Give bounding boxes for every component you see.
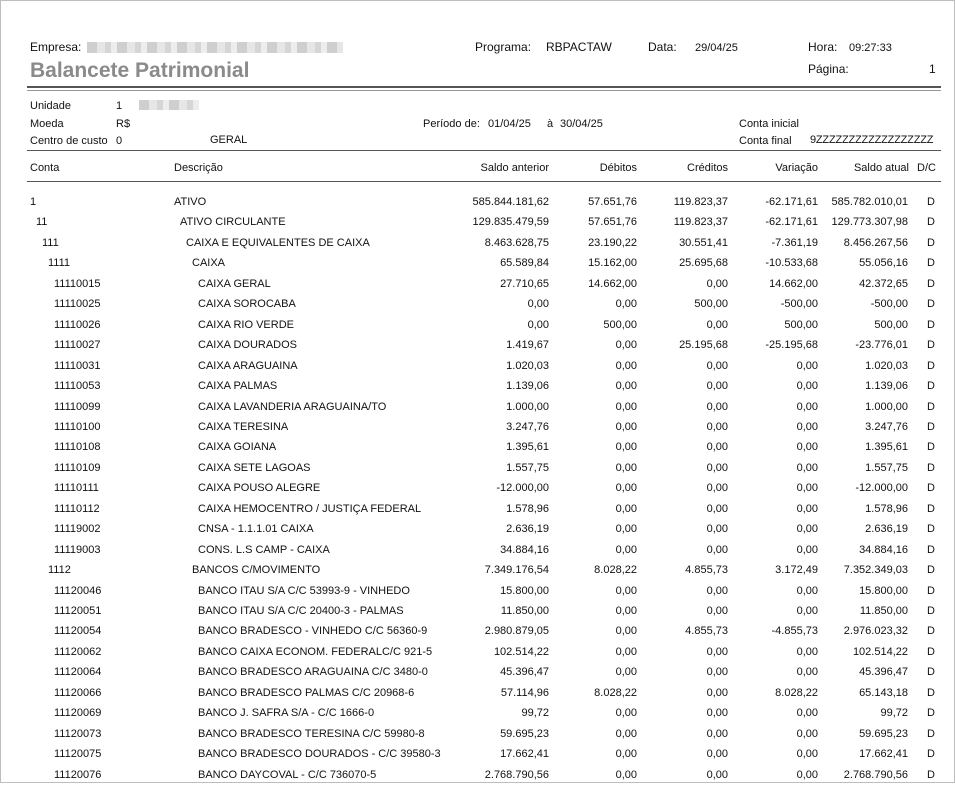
- row-saldo-atual: 1.578,96: [865, 502, 908, 515]
- row-conta: 11110031: [54, 359, 101, 372]
- row-descricao: BANCO BRADESCO TERESINA C/C 59980-8: [198, 727, 425, 740]
- row-descricao: CAIXA ARAGUAINA: [198, 359, 298, 372]
- row-saldo-anterior: 99,72: [521, 707, 549, 720]
- row-saldo-atual: 45.396,47: [859, 666, 908, 679]
- row-dc: D: [927, 584, 935, 597]
- table-row: [1, 458, 954, 478]
- table-row: [1, 376, 954, 396]
- conta-inicial-label: Conta inicial: [739, 118, 799, 130]
- row-debitos: 0,00: [615, 380, 637, 393]
- table-row: [1, 478, 954, 498]
- row-saldo-atual: 7.352.349,03: [843, 564, 908, 577]
- row-descricao: CAIXA PALMAS: [198, 380, 278, 393]
- table-row: [1, 581, 954, 601]
- row-variacao: 14.662,00: [769, 277, 818, 290]
- row-dc: D: [927, 359, 935, 372]
- row-dc: D: [927, 543, 935, 556]
- row-dc: D: [927, 236, 935, 249]
- conta-final-label: Conta final: [739, 135, 792, 147]
- row-variacao: 500,00: [784, 318, 818, 331]
- row-descricao: BANCO BRADESCO ARAGUAINA C/C 3480-0: [198, 666, 428, 679]
- hora-value: 09:27:33: [849, 42, 892, 54]
- row-saldo-atual: 59.695,23: [859, 727, 908, 740]
- row-saldo-anterior: 3.247,76: [506, 420, 549, 433]
- col-saldo-anterior: Saldo anterior: [480, 162, 549, 174]
- row-descricao: BANCO J. SAFRA S/A - C/C 1666-0: [198, 707, 375, 720]
- row-dc: D: [927, 339, 935, 352]
- row-debitos: 0,00: [615, 768, 637, 781]
- row-debitos: 0,00: [615, 666, 637, 679]
- row-creditos: 0,00: [706, 502, 728, 515]
- row-conta: 1112: [48, 564, 71, 577]
- row-conta: 111: [42, 236, 59, 249]
- row-conta: 11120064: [54, 666, 102, 679]
- row-debitos: 0,00: [615, 400, 637, 413]
- table-row: [1, 744, 954, 764]
- table-row: [1, 192, 954, 212]
- pagina-value: 1: [929, 62, 936, 76]
- row-dc: D: [927, 707, 935, 720]
- row-saldo-anterior: 1.395,61: [506, 441, 549, 454]
- row-saldo-atual: 65.143,18: [859, 686, 908, 699]
- row-debitos: 0,00: [615, 441, 637, 454]
- row-saldo-atual: 34.884,16: [859, 543, 908, 556]
- row-creditos: 0,00: [706, 359, 728, 372]
- row-variacao: 0,00: [796, 502, 818, 515]
- table-row: [1, 601, 954, 621]
- row-variacao: 0,00: [796, 523, 818, 536]
- row-creditos: 0,00: [706, 441, 728, 454]
- row-saldo-anterior: 11.850,00: [500, 605, 549, 617]
- table-row: [1, 765, 954, 785]
- row-conta: 11110053: [54, 380, 101, 393]
- table-row: [1, 560, 954, 580]
- row-descricao: CONS. L.S CAMP - CAIXA: [198, 543, 330, 556]
- row-dc: D: [927, 196, 935, 208]
- row-variacao: 0,00: [796, 605, 818, 617]
- row-creditos: 0,00: [706, 543, 728, 556]
- row-conta: 11110109: [54, 461, 101, 474]
- moeda-label: Moeda: [30, 118, 64, 130]
- row-descricao: CAIXA GOIANA: [198, 441, 277, 454]
- row-creditos: 25.695,68: [679, 257, 728, 270]
- table-row: [1, 642, 954, 662]
- row-saldo-atual: 17.662,41: [859, 748, 908, 761]
- row-conta: 11: [36, 216, 48, 229]
- table-row: [1, 397, 954, 417]
- col-descricao: Descrição: [174, 162, 223, 174]
- row-saldo-anterior: 0,00: [527, 318, 549, 331]
- row-saldo-anterior: 7.349.176,54: [484, 564, 549, 577]
- row-descricao: BANCOS C/MOVIMENTO: [192, 564, 321, 577]
- row-descricao: CAIXA: [192, 257, 226, 270]
- row-saldo-anterior: 27.710,65: [500, 277, 549, 290]
- row-descricao: CAIXA SETE LAGOAS: [198, 461, 311, 474]
- col-debitos: Débitos: [599, 162, 637, 174]
- row-debitos: 0,00: [615, 707, 637, 720]
- row-creditos: 0,00: [706, 686, 728, 699]
- row-dc: D: [927, 441, 935, 454]
- row-conta: 11110026: [54, 318, 101, 331]
- col-saldo-atual: Saldo atual: [853, 162, 909, 174]
- row-dc: D: [927, 298, 935, 311]
- row-debitos: 0,00: [615, 420, 637, 433]
- row-saldo-atual: -500,00: [870, 298, 908, 311]
- row-variacao: -62.171,61: [765, 216, 818, 229]
- row-conta: 11119002: [54, 523, 101, 536]
- row-variacao: 0,00: [796, 666, 818, 679]
- row-debitos: 0,00: [615, 298, 637, 311]
- row-descricao: CAIXA TERESINA: [198, 420, 289, 433]
- row-conta: 11120069: [54, 707, 102, 720]
- row-saldo-anterior: 2.980.879,05: [484, 625, 549, 638]
- row-variacao: -25.195,68: [765, 339, 818, 352]
- row-saldo-anterior: 1.578,96: [506, 502, 549, 515]
- row-saldo-anterior: 15.800,00: [500, 584, 549, 597]
- row-dc: D: [927, 727, 935, 740]
- row-dc: D: [927, 400, 935, 413]
- row-conta: 11110111: [54, 482, 99, 495]
- row-conta: 11110099: [54, 400, 101, 413]
- row-conta: 1111: [48, 257, 71, 270]
- row-descricao: CAIXA POUSO ALEGRE: [198, 482, 321, 495]
- row-variacao: -500,00: [780, 298, 818, 311]
- row-dc: D: [927, 605, 935, 617]
- table-row: [1, 417, 954, 437]
- row-descricao: BANCO BRADESCO DOURADOS - C/C 39580-3: [198, 748, 441, 761]
- row-saldo-anterior: 129.835.479,59: [472, 216, 549, 229]
- row-saldo-anterior: -12.000,00: [496, 482, 549, 495]
- row-creditos: 0,00: [706, 605, 728, 617]
- row-conta: 11120054: [54, 625, 102, 638]
- row-saldo-atual: 1.557,75: [865, 461, 908, 474]
- row-debitos: 500,00: [603, 318, 637, 331]
- row-variacao: 0,00: [796, 482, 818, 495]
- programa-value: RBPACTAW: [546, 40, 612, 54]
- row-variacao: -7.361,19: [771, 236, 818, 249]
- row-debitos: 14.662,00: [588, 277, 637, 290]
- row-creditos: 119.823,37: [673, 196, 728, 208]
- row-variacao: 0,00: [796, 543, 818, 556]
- row-creditos: 0,00: [706, 318, 728, 331]
- row-conta: 11120073: [54, 727, 102, 740]
- row-saldo-anterior: 1.000,00: [506, 400, 549, 413]
- row-saldo-anterior: 17.662,41: [500, 748, 549, 761]
- row-saldo-atual: 55.056,16: [859, 257, 908, 270]
- row-descricao: BANCO ITAU S/A C/C 53993-9 - VINHEDO: [198, 584, 410, 597]
- table-row: [1, 233, 954, 253]
- row-dc: D: [927, 564, 935, 577]
- row-saldo-atual: 102.514,22: [852, 645, 908, 658]
- row-creditos: 0,00: [706, 523, 728, 536]
- row-debitos: 0,00: [615, 461, 637, 474]
- row-conta: 11110025: [54, 298, 101, 311]
- row-descricao: CNSA - 1.1.1.01 CAIXA: [198, 523, 314, 536]
- row-creditos: 0,00: [706, 482, 728, 495]
- row-variacao: 0,00: [796, 441, 818, 454]
- row-dc: D: [927, 482, 935, 495]
- row-descricao: BANCO BRADESCO - VINHEDO C/C 56360-9: [198, 625, 428, 638]
- row-conta: 11120066: [54, 686, 102, 699]
- data-value: 29/04/25: [695, 42, 738, 54]
- col-variacao: Variação: [775, 162, 818, 174]
- table-row: [1, 356, 954, 376]
- row-saldo-anterior: 0,00: [527, 298, 549, 311]
- row-creditos: 4.855,73: [685, 564, 728, 577]
- row-debitos: 0,00: [615, 748, 637, 761]
- periodo-label: Período de:: [423, 118, 480, 130]
- row-debitos: 0,00: [615, 605, 637, 617]
- row-saldo-atual: 1.395,61: [865, 441, 908, 454]
- row-conta: 11120075: [54, 748, 102, 761]
- row-debitos: 15.162,00: [588, 257, 637, 270]
- row-conta: 11110015: [54, 277, 101, 290]
- row-saldo-anterior: 2.636,19: [506, 523, 549, 536]
- hora-label: Hora:: [808, 40, 838, 54]
- row-variacao: 0,00: [796, 380, 818, 393]
- row-variacao: 0,00: [796, 584, 818, 597]
- row-saldo-atual: -23.776,01: [855, 339, 908, 352]
- row-variacao: 0,00: [796, 400, 818, 413]
- columns-rule: [27, 181, 941, 182]
- row-variacao: 0,00: [796, 359, 818, 372]
- table-row: [1, 253, 954, 273]
- empresa-label: Empresa:: [30, 40, 82, 54]
- row-saldo-atual: 42.372,65: [859, 277, 908, 290]
- row-descricao: CAIXA HEMOCENTRO / JUSTIÇA FEDERAL: [198, 502, 422, 515]
- row-debitos: 23.190,22: [588, 236, 637, 249]
- row-variacao: 0,00: [796, 420, 818, 433]
- row-saldo-atual: 129.773.307,98: [831, 216, 908, 229]
- moeda-value: R$: [116, 118, 131, 130]
- row-creditos: 0,00: [706, 380, 728, 393]
- header-rule: [27, 86, 941, 88]
- row-saldo-anterior: 1.139,06: [506, 380, 549, 393]
- row-descricao: CAIXA SOROCABA: [198, 298, 296, 311]
- row-saldo-atual: 8.456.267,56: [843, 236, 908, 249]
- row-dc: D: [927, 277, 935, 290]
- row-saldo-atual: 1.000,00: [865, 400, 908, 413]
- table-row: [1, 499, 954, 519]
- row-dc: D: [927, 216, 935, 229]
- row-conta: 11110108: [54, 441, 101, 454]
- row-descricao: CAIXA LAVANDERIA ARAGUAINA/TO: [198, 400, 387, 413]
- centro-label: Centro de custo: [30, 135, 108, 147]
- row-conta: 1: [30, 196, 37, 208]
- table-row: [1, 212, 954, 232]
- row-descricao: ATIVO: [174, 196, 207, 208]
- row-conta: 11120062: [54, 645, 102, 658]
- row-variacao: -10.533,68: [765, 257, 818, 270]
- row-saldo-atual: 500,00: [874, 318, 908, 331]
- row-conta: 11110100: [54, 420, 101, 433]
- row-dc: D: [927, 748, 935, 761]
- row-descricao: BANCO DAYCOVAL - C/C 736070-5: [198, 768, 377, 781]
- row-debitos: 0,00: [615, 359, 637, 372]
- row-saldo-atual: 15.800,00: [859, 584, 908, 597]
- row-saldo-atual: 2.976.023,32: [843, 625, 908, 638]
- table-row: [1, 274, 954, 294]
- row-conta: 11120051: [54, 605, 102, 617]
- row-saldo-atual: 11.850,00: [859, 605, 908, 617]
- row-variacao: 8.028,22: [775, 686, 818, 699]
- periodo-from: 01/04/25: [488, 118, 531, 130]
- row-creditos: 0,00: [706, 277, 728, 290]
- row-saldo-anterior: 8.463.628,75: [484, 236, 549, 249]
- row-variacao: 3.172,49: [775, 564, 818, 577]
- periodo-to: 30/04/25: [560, 118, 603, 130]
- row-dc: D: [927, 625, 935, 638]
- row-variacao: 0,00: [796, 727, 818, 740]
- row-creditos: 25.195,68: [679, 339, 728, 352]
- table-row: [1, 683, 954, 703]
- table-row: [1, 621, 954, 641]
- row-saldo-anterior: 59.695,23: [500, 727, 549, 740]
- row-saldo-atual: 1.139,06: [865, 380, 908, 393]
- row-dc: D: [927, 420, 935, 433]
- row-saldo-anterior: 102.514,22: [493, 645, 549, 658]
- row-variacao: 0,00: [796, 645, 818, 658]
- table-row: [1, 703, 954, 723]
- row-debitos: 57.651,76: [588, 196, 637, 208]
- row-saldo-anterior: 585.844.181,62: [472, 196, 549, 208]
- row-creditos: 0,00: [706, 420, 728, 433]
- table-row: [1, 724, 954, 744]
- row-saldo-atual: 99,72: [880, 707, 908, 720]
- row-conta: 11120046: [54, 584, 102, 597]
- row-variacao: 0,00: [796, 707, 818, 720]
- row-saldo-anterior: 45.396,47: [500, 666, 549, 679]
- row-debitos: 0,00: [615, 482, 637, 495]
- row-creditos: 30.551,41: [679, 236, 728, 249]
- periodo-sep: à: [547, 118, 554, 130]
- row-descricao: ATIVO CIRCULANTE: [180, 216, 286, 229]
- unidade-value: 1: [116, 100, 123, 112]
- col-creditos: Créditos: [687, 162, 728, 174]
- row-debitos: 0,00: [615, 727, 637, 740]
- col-conta: Conta: [30, 162, 60, 174]
- table-row: [1, 315, 954, 335]
- row-saldo-anterior: 1.557,75: [506, 461, 549, 474]
- programa-label: Programa:: [475, 40, 532, 54]
- row-dc: D: [927, 523, 935, 536]
- row-debitos: 0,00: [615, 523, 637, 536]
- row-creditos: 0,00: [706, 707, 728, 720]
- row-creditos: 0,00: [706, 748, 728, 761]
- report-title: Balancete Patrimonial: [30, 59, 250, 82]
- row-debitos: 0,00: [615, 645, 637, 658]
- row-conta: 11110112: [54, 502, 100, 515]
- row-saldo-atual: 3.247,76: [865, 420, 908, 433]
- row-debitos: 0,00: [615, 543, 637, 556]
- row-dc: D: [927, 461, 935, 474]
- row-saldo-anterior: 65.589,84: [500, 257, 549, 270]
- row-dc: D: [927, 686, 935, 699]
- row-descricao: CAIXA E EQUIVALENTES DE CAIXA: [186, 236, 370, 249]
- row-debitos: 0,00: [615, 502, 637, 515]
- pagina-label: Página:: [808, 62, 849, 76]
- row-saldo-atual: 585.782.010,01: [831, 196, 908, 208]
- row-saldo-atual: -12.000,00: [855, 482, 908, 495]
- row-descricao: BANCO CAIXA ECONOM. FEDERALC/C 921-5: [198, 645, 433, 658]
- row-descricao: BANCO BRADESCO PALMAS C/C 20968-6: [198, 686, 415, 699]
- table-row: [1, 540, 954, 560]
- centro-value: 0: [116, 135, 123, 147]
- row-variacao: 0,00: [796, 748, 818, 761]
- header-rule-thin: [27, 90, 941, 91]
- row-variacao: 0,00: [796, 768, 818, 781]
- row-dc: D: [927, 666, 935, 679]
- row-conta: 11119003: [54, 543, 101, 556]
- row-descricao: BANCO ITAU S/A C/C 20400-3 - PALMAS: [198, 605, 404, 617]
- row-variacao: 0,00: [796, 461, 818, 474]
- row-variacao: -4.855,73: [771, 625, 818, 638]
- row-saldo-atual: 1.020,03: [865, 359, 908, 372]
- col-dc: D/C: [917, 162, 936, 174]
- unidade-redacted: [139, 100, 199, 110]
- table-row: [1, 437, 954, 457]
- row-dc: D: [927, 502, 935, 515]
- unidade-label: Unidade: [30, 100, 71, 112]
- filters-rule: [27, 150, 941, 151]
- row-variacao: -62.171,61: [765, 196, 818, 208]
- data-label: Data:: [648, 40, 677, 54]
- table-row: [1, 519, 954, 539]
- row-creditos: 0,00: [706, 666, 728, 679]
- centro-desc: GERAL: [210, 134, 248, 146]
- row-dc: D: [927, 380, 935, 393]
- row-debitos: 8.028,22: [594, 564, 637, 577]
- row-descricao: CAIXA GERAL: [198, 277, 271, 290]
- row-saldo-anterior: 2.768.790,56: [484, 768, 549, 781]
- row-saldo-atual: 2.636,19: [865, 523, 908, 536]
- row-descricao: CAIXA RIO VERDE: [198, 318, 294, 331]
- row-dc: D: [927, 257, 935, 270]
- row-dc: D: [927, 768, 935, 781]
- row-dc: D: [927, 318, 935, 331]
- empresa-redacted: [87, 42, 343, 53]
- row-creditos: 0,00: [706, 768, 728, 781]
- row-saldo-anterior: 57.114,96: [500, 686, 549, 699]
- table-row: [1, 662, 954, 682]
- row-creditos: 119.823,37: [673, 216, 728, 229]
- row-debitos: 0,00: [615, 625, 637, 638]
- row-creditos: 0,00: [706, 400, 728, 413]
- row-conta: 11110027: [54, 339, 101, 352]
- row-debitos: 8.028,22: [594, 686, 637, 699]
- row-conta: 11120076: [54, 768, 102, 781]
- row-creditos: 0,00: [706, 727, 728, 740]
- row-saldo-atual: 2.768.790,56: [843, 768, 908, 781]
- row-saldo-anterior: 34.884,16: [500, 543, 549, 556]
- row-creditos: 0,00: [706, 461, 728, 474]
- conta-final-value: 9ZZZZZZZZZZZZZZZZZZ: [810, 134, 934, 146]
- row-saldo-anterior: 1.020,03: [506, 359, 549, 372]
- row-debitos: 57.651,76: [588, 216, 637, 229]
- row-creditos: 0,00: [706, 584, 728, 597]
- row-creditos: 4.855,73: [685, 625, 728, 638]
- row-dc: D: [927, 645, 935, 658]
- row-debitos: 0,00: [615, 339, 637, 352]
- row-saldo-anterior: 1.419,67: [506, 339, 549, 352]
- row-descricao: CAIXA DOURADOS: [198, 339, 298, 352]
- table-row: [1, 335, 954, 355]
- row-creditos: 500,00: [694, 298, 728, 311]
- row-creditos: 0,00: [706, 645, 728, 658]
- table-row: [1, 294, 954, 314]
- row-debitos: 0,00: [615, 584, 637, 597]
